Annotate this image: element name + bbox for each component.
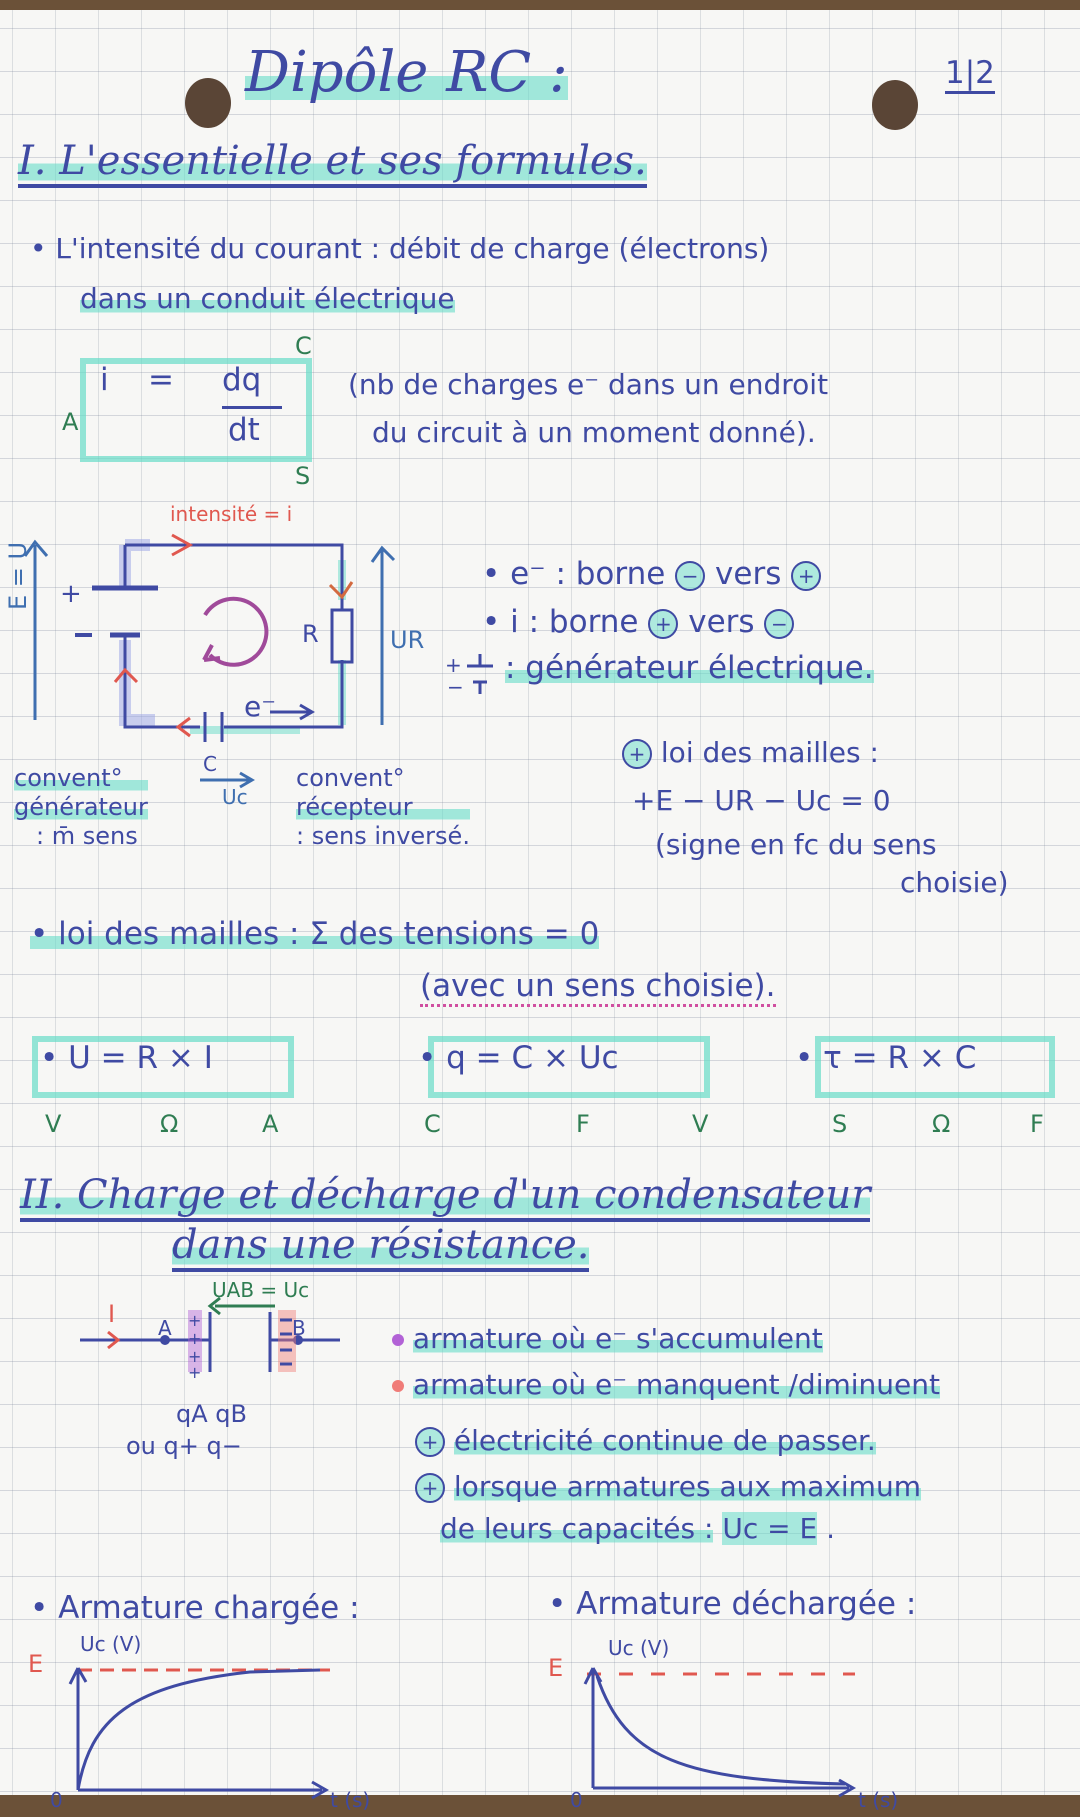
armature-lack-text: armature où e⁻ manquent /diminuent [412,1368,940,1401]
convention-generator-line1: convent° [14,764,148,793]
plus-circle-icon: + [791,561,821,591]
page-title [245,40,568,105]
charged-e-label: E [28,1650,44,1678]
section-2-heading-line1-text: II. Charge et décharge d'un condensateur [20,1172,870,1222]
plate-a-label: A [158,1316,172,1340]
formula-ohm: • U = R × I [40,1040,213,1076]
formula-box-intensity [80,358,312,462]
current-i-label: I [108,1300,116,1328]
intensity-definition-line1: • L'intensité du courant : débit de charge (électrons) [30,232,770,265]
convention-generator-line3: : m̄ sens [36,822,138,850]
charges-line1: qA qB [176,1400,247,1428]
notebook-page [0,10,1080,1812]
mesh-law-line1 [30,916,599,952]
discharged-ylabel: Uc (V) [608,1636,670,1660]
convention-generator-line2: générateur [14,793,148,821]
charged-ylabel: Uc (V) [80,1632,142,1656]
red-bullet-icon [392,1380,404,1392]
circuit-intensity-label: intensité = i [170,502,293,526]
max-capacity-note-cont: de leurs capacités : Uc = E . [440,1512,835,1545]
minus-circle-icon: − [764,609,794,639]
max-capacity-note-text: lorsque armatures aux maximum [453,1470,921,1503]
section-1-heading-text: I. L'essentielle et ses formules. [18,138,647,188]
plate-b-label: B [292,1316,306,1340]
unit-ampere: A [62,408,79,436]
section-2-heading-line2-text: dans une résistance. [172,1222,589,1272]
generator-note [505,650,874,686]
discharged-e-label: E [548,1654,564,1682]
plus-circle-icon: + [622,739,652,769]
uab-label: UAB = Uc [212,1278,310,1302]
mesh-law-plus-title [622,736,879,769]
formula-denominator: dt [228,412,260,448]
unit-second: S [832,1110,848,1138]
mesh-law-line1-text: • loi des mailles : Σ des tensions = 0 [30,916,600,952]
charged-xlabel: t (s) [330,1788,371,1812]
mesh-law-title: loi des mailles : [660,736,879,769]
max-capacity-note [415,1470,921,1503]
electricity-note-text: électricité continue de passer. [453,1424,876,1457]
max-capacity-cont-text: de leurs capacités : [440,1512,714,1545]
circuit-label-c: C [203,752,217,776]
section-1-heading [18,138,647,184]
convention-receiver-line1: convent° [296,764,405,792]
page-title-text: Dipôle RC : [245,40,568,105]
unit-volt: V [45,1110,62,1138]
formula-tau: • τ = R × C [795,1040,977,1076]
uc-label: Uc [222,785,248,809]
formula-charge: • q = C × Uc [418,1040,619,1076]
unit-ampere: A [262,1110,279,1138]
binder-hole-left [185,78,231,128]
unit-volt: V [692,1110,709,1138]
charged-graph-label: • Armature chargée : [30,1590,360,1626]
unit-second: S [295,462,311,490]
generator-note-text: : générateur électrique. [505,650,874,686]
formula-note-line1: (nb de charges e⁻ dans un endroit [348,368,829,401]
armature-accumulate-note [392,1322,823,1355]
note-text: vers [688,604,755,640]
unit-ohm: Ω [932,1110,951,1138]
mesh-law-note-line2: choisie) [900,866,1009,899]
fraction-bar [222,406,282,409]
svg-text:−: − [447,675,464,699]
svg-text:+: + [188,1329,202,1348]
convention-generator [14,764,148,851]
uc-equals-e: Uc = E [722,1512,818,1545]
mesh-law-equation: +E − UR − Uc = 0 [632,784,891,817]
svg-text:+: + [188,1347,202,1366]
circuit-label-e-equals-u: E = U [4,541,32,610]
discharged-graph-label: • Armature déchargée : [548,1586,917,1622]
bullet: • [482,556,501,592]
electricity-note [415,1424,876,1457]
section-2-heading-line1 [20,1172,870,1218]
convention-receiver [296,764,470,851]
mesh-law-note-line1: (signe en fc du sens [655,828,937,861]
intensity-definition-line2-text: dans un conduit électrique [80,282,455,315]
plus-circle-icon: + [648,609,678,639]
armature-lack-note [392,1368,940,1401]
plus-circle-icon: + [415,1427,445,1457]
minus-circle-icon: − [675,561,705,591]
formula-numerator: dq [222,362,262,398]
page-number: 1|2 [945,55,995,94]
note-current-direction [482,604,794,640]
note-text: vers [715,556,782,592]
charged-origin: 0 [50,1788,63,1812]
plus-circle-icon: + [415,1473,445,1503]
circuit-label-r: R [302,620,319,648]
note-text: i : borne [510,604,639,640]
svg-text:+: + [188,1311,202,1330]
unit-coulomb: C [295,332,312,360]
charges-line2: ou q+ q− [126,1432,242,1460]
svg-text:+: + [188,1363,202,1382]
circuit-label-electron: e⁻ [244,690,277,723]
unit-coulomb: C [424,1110,441,1138]
svg-text:+: + [445,653,462,677]
purple-bullet-icon [392,1334,404,1346]
formula-lhs: i [100,362,109,398]
unit-farad: F [1030,1110,1044,1138]
mesh-law-line2: (avec un sens choisie). [420,968,776,1007]
discharging-curve-chart [555,1640,915,1810]
armature-accumulate-text: armature où e⁻ s'accumulent [412,1322,823,1355]
charging-curve-chart [30,1640,390,1810]
note-text: e⁻ : borne [510,556,666,592]
formula-note-line2: du circuit à un moment donné). [372,416,816,449]
convention-receiver-line3: : sens inversé. [296,822,470,850]
intensity-definition-line2 [80,282,455,315]
generator-symbol-icon [445,650,495,700]
note-electron-direction [482,556,821,592]
section-2-heading-line2 [172,1222,589,1268]
unit-farad: F [576,1110,590,1138]
circuit-label-ur: UR [390,626,425,654]
convention-receiver-line2: récepteur [296,793,470,822]
discharged-origin: 0 [570,1788,583,1812]
unit-ohm: Ω [160,1110,179,1138]
binder-hole-right [872,80,918,130]
formula-eq: = [148,362,174,398]
svg-text:+: + [60,579,82,609]
bullet: • [482,604,501,640]
rc-circuit-diagram [0,490,460,750]
discharged-xlabel: t (s) [858,1788,899,1812]
